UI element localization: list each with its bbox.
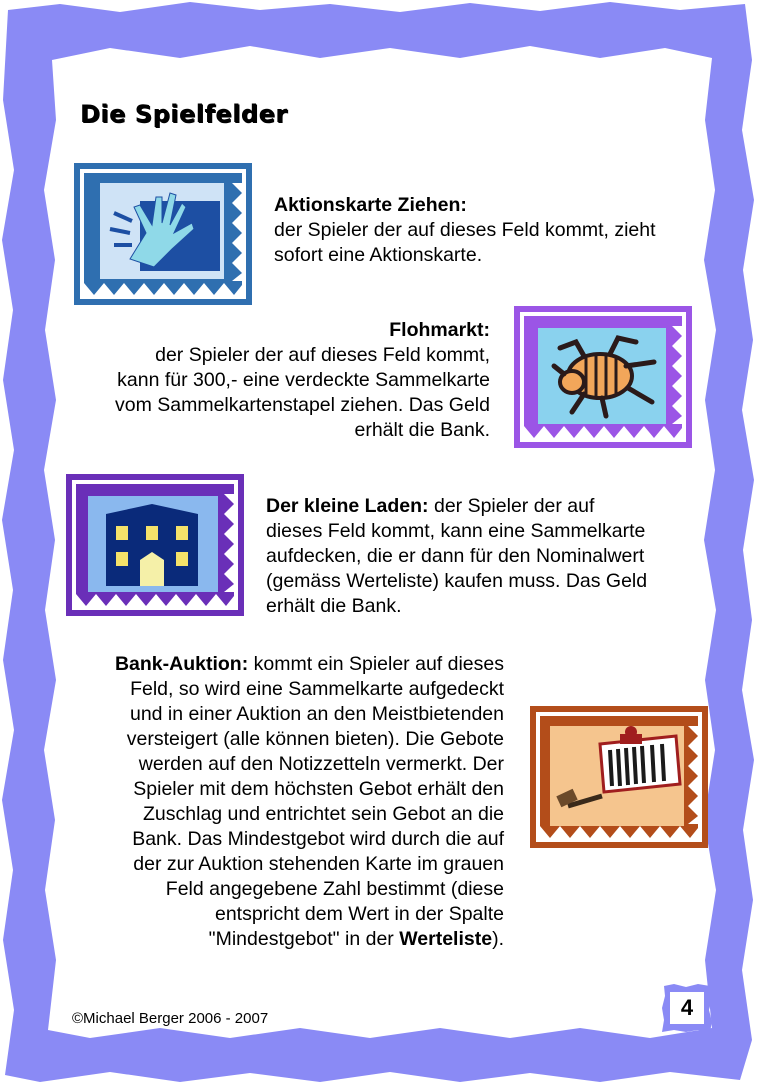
auktion-heading: Bank-Auktion: [114,653,249,675]
laden-line-5: erhält die Bank. [266,595,402,617]
auktion-line-11: entspricht dem Wert in der Spalte [214,903,504,925]
auktion-tile [530,706,708,848]
laden-heading: Der kleine Laden: [266,495,429,517]
auktion-line-6: Spieler mit dem höchsten Gebot erhält den [133,778,504,800]
floh-line-4: erhält die Bank. [354,419,490,441]
copyright-footer: ©Michael Berger 2006 - 2007 [72,1010,269,1027]
house-icon [106,504,198,586]
floh-line-1: der Spieler der auf dieses Feld kommt, [155,344,490,366]
aktionskarte-tile [74,163,252,305]
auktion-line-3: und in einer Auktion an den Meistbietenden [129,703,504,725]
auktion-werteliste: Werteliste [399,928,493,950]
auktion-line-1: kommt ein Spieler auf dieses [248,653,504,675]
laden-line-3: aufdecken, die er dann für den Nominalwert [266,545,645,567]
page-number-box [662,984,712,1032]
auktion-line-7: Zuschlag und entrichtet sein Gebot an die [143,803,504,825]
floh-heading: Flohmarkt: [389,319,490,341]
auktion-line-4: versteigert (alle können bieten). Die Gebote [126,728,504,750]
page-title: Die Spielfelder [80,100,288,128]
floh-line-2: kann für 300,- eine verdeckte Sammelkarte [117,369,490,391]
auktion-line-10: Feld angegebene Zahl bestimmt (diese [165,878,504,900]
auktion-last-pre: "Mindestgebot" in der [208,928,400,950]
auktion-line-2: Feld, so wird eine Sammelkarte aufgedeckt [130,678,504,700]
laden-tile [66,474,244,616]
auktion-line-8: Bank. Das Mindestgebot wird durch die auf [132,828,504,850]
laden-line-4: (gemäss Werteliste) kaufen muss. Das Geld [266,570,648,592]
auktion-line-5: werden auf den Notizzetteln vermerkt. Der [138,753,504,775]
floh-line-3: vom Sammelkartenstapel ziehen. Das Geld [114,394,490,416]
page-number: 4 [680,995,694,1020]
laden-line-2: dieses Feld kommt, kann eine Sammelkarte [266,520,646,542]
aktion-heading: Aktionskarte Ziehen: [274,194,467,216]
aktion-line-1: der Spieler der auf dieses Feld kommt, zieht [274,219,656,241]
aktion-line-2: sofort eine Aktionskarte. [274,244,483,266]
laden-line-1: der Spieler der auf [428,495,595,517]
auktion-line-9: der zur Auktion stehenden Karte im grauen [133,853,504,875]
auktion-last-post: ). [492,928,504,950]
flohmarkt-tile [514,306,692,448]
